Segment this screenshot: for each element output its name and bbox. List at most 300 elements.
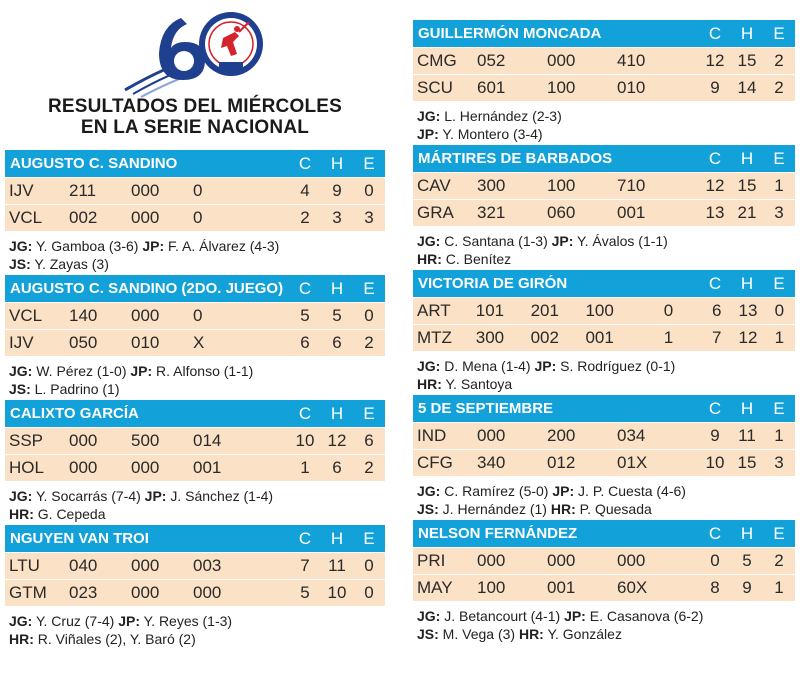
inning-group: 0 bbox=[193, 306, 203, 325]
score-row bbox=[413, 74, 795, 101]
game-title: GUILLERMÓN MONCADA bbox=[418, 25, 602, 42]
inning-group: 000 bbox=[477, 551, 506, 570]
note-key: JP: bbox=[564, 608, 586, 624]
runs-value: 13 bbox=[705, 203, 725, 222]
inning-group: 002 bbox=[530, 328, 559, 347]
note-key: JS: bbox=[417, 501, 439, 517]
hits-value: 11 bbox=[328, 556, 346, 575]
errors-value: 0 bbox=[364, 306, 374, 325]
inning-group: 001 bbox=[547, 578, 576, 597]
note-key: HR: bbox=[550, 501, 576, 517]
score-row bbox=[413, 547, 795, 574]
stat-headers bbox=[699, 24, 795, 44]
inning-group: 010 bbox=[617, 78, 646, 97]
stat-header: H bbox=[330, 153, 344, 173]
game-title: CALIXTO GARCÍA bbox=[10, 405, 139, 422]
runs-value: 9 bbox=[710, 78, 720, 97]
inning-group: 001 bbox=[193, 458, 222, 477]
inning-group: 000 bbox=[131, 208, 160, 227]
inning-group: 000 bbox=[131, 583, 160, 602]
stat-headers bbox=[289, 404, 385, 424]
note-key: JS: bbox=[9, 256, 31, 272]
game-notes bbox=[413, 101, 795, 145]
masthead bbox=[5, 0, 385, 150]
inning-group: 023 bbox=[69, 583, 98, 602]
note-line bbox=[9, 505, 385, 523]
inning-group: 60X bbox=[617, 578, 648, 597]
score-row bbox=[413, 47, 795, 74]
errors-value: 6 bbox=[364, 431, 374, 450]
runs-value: 0 bbox=[710, 551, 720, 570]
score-row bbox=[5, 579, 385, 606]
game-block bbox=[413, 395, 795, 520]
note-line bbox=[417, 125, 795, 143]
errors-value: 2 bbox=[364, 458, 374, 477]
team-abbr: PRI bbox=[417, 551, 446, 570]
team-abbr: IJV bbox=[9, 181, 34, 200]
stat-headers bbox=[699, 149, 795, 169]
runs-value: 6 bbox=[711, 301, 722, 320]
errors-value: 0 bbox=[774, 301, 785, 320]
note-line bbox=[9, 255, 385, 273]
stat-headers bbox=[699, 274, 795, 294]
runs-value: 10 bbox=[705, 453, 725, 472]
errors-value: 1 bbox=[774, 426, 784, 445]
note-value: R. Alfonso (1-1) bbox=[152, 363, 254, 379]
note-value: J. Hernández (1) bbox=[438, 501, 551, 517]
note-key: JP: bbox=[144, 488, 167, 504]
note-line bbox=[9, 612, 385, 630]
hits-value: 3 bbox=[332, 208, 342, 227]
team-abbr: MAY bbox=[417, 578, 453, 597]
note-value: J. P. Cuesta (4-6) bbox=[574, 483, 686, 499]
inning-group: 001 bbox=[617, 203, 646, 222]
inning-group: 500 bbox=[131, 431, 160, 450]
note-value: Y. Socarrás (7-4) bbox=[32, 488, 145, 504]
inning-group: 000 bbox=[69, 431, 98, 450]
note-value: S. Rodríguez (0-1) bbox=[556, 358, 676, 374]
hits-value: 15 bbox=[737, 453, 757, 472]
inning-group: 000 bbox=[131, 181, 160, 200]
hits-value: 9 bbox=[332, 181, 342, 200]
inning-group: 000 bbox=[131, 556, 160, 575]
team-abbr: CFG bbox=[417, 453, 453, 472]
inning-group: 000 bbox=[477, 426, 506, 445]
inning-group: 211 bbox=[69, 181, 97, 200]
stat-header: H bbox=[330, 278, 344, 298]
team-abbr: VCL bbox=[9, 306, 43, 325]
game-notes bbox=[5, 606, 385, 650]
hits-value: 6 bbox=[332, 458, 342, 477]
hits-value: 12 bbox=[738, 328, 758, 347]
runs-value: 7 bbox=[300, 556, 310, 575]
inning-group: X bbox=[193, 333, 205, 352]
game-header bbox=[413, 395, 795, 422]
note-line bbox=[417, 107, 795, 125]
inning-group: 340 bbox=[477, 453, 506, 472]
stat-header: H bbox=[330, 528, 344, 548]
game-notes bbox=[413, 601, 795, 645]
game-block bbox=[5, 150, 385, 275]
note-key: JG: bbox=[417, 483, 441, 499]
hits-value: 12 bbox=[327, 431, 347, 450]
errors-value: 3 bbox=[364, 208, 374, 227]
game-title: NGUYEN VAN TROI bbox=[10, 530, 149, 547]
game-block bbox=[5, 400, 385, 525]
team-abbr: IND bbox=[417, 426, 447, 445]
game-title: MÁRTIRES DE BARBADOS bbox=[418, 150, 613, 167]
note-line bbox=[9, 380, 385, 398]
stat-header: H bbox=[330, 403, 344, 423]
stat-header: C bbox=[298, 278, 312, 298]
game-notes bbox=[5, 481, 385, 525]
left-games-list bbox=[5, 150, 385, 650]
errors-value: 1 bbox=[774, 328, 785, 347]
note-value: M. Vega (3) bbox=[438, 626, 519, 642]
inning-group: 000 bbox=[69, 458, 98, 477]
errors-value: 0 bbox=[364, 583, 374, 602]
stat-header: H bbox=[740, 148, 754, 168]
note-value: G. Cepeda bbox=[33, 506, 106, 522]
game-header bbox=[413, 520, 795, 547]
note-key: JG: bbox=[417, 608, 441, 624]
stat-header: E bbox=[363, 403, 375, 423]
note-line bbox=[417, 500, 795, 518]
stat-header: E bbox=[363, 153, 375, 173]
runs-value: 2 bbox=[300, 208, 310, 227]
inning-group: 410 bbox=[617, 51, 646, 70]
game-header bbox=[5, 150, 385, 177]
hits-value: 14 bbox=[737, 78, 757, 97]
stat-header: C bbox=[298, 528, 312, 548]
runs-value: 10 bbox=[295, 431, 315, 450]
stat-headers bbox=[699, 524, 795, 544]
stat-header: E bbox=[773, 523, 785, 543]
note-key: JP: bbox=[130, 363, 153, 379]
note-value: J. Betancourt (4-1) bbox=[440, 608, 565, 624]
right-column bbox=[413, 0, 795, 645]
errors-value: 3 bbox=[774, 203, 784, 222]
team-abbr: LTU bbox=[9, 556, 40, 575]
note-line bbox=[9, 237, 385, 255]
note-line bbox=[417, 625, 795, 643]
note-key: JG: bbox=[9, 363, 33, 379]
team-abbr: HOL bbox=[9, 458, 44, 477]
game-notes bbox=[5, 231, 385, 275]
stat-header: C bbox=[298, 403, 312, 423]
note-value: Y. Cruz (7-4) bbox=[32, 613, 119, 629]
score-row bbox=[5, 204, 385, 231]
stat-header: E bbox=[773, 398, 785, 418]
stat-header: C bbox=[708, 398, 722, 418]
note-line bbox=[417, 607, 795, 625]
left-column bbox=[5, 0, 385, 650]
team-abbr: SCU bbox=[417, 78, 453, 97]
errors-value: 1 bbox=[774, 176, 784, 195]
note-value: C. Benítez bbox=[441, 251, 512, 267]
runs-value: 7 bbox=[711, 328, 722, 347]
stat-header: E bbox=[773, 273, 785, 293]
stat-header: C bbox=[708, 523, 722, 543]
stat-header: E bbox=[773, 148, 785, 168]
score-row bbox=[413, 172, 795, 199]
team-abbr: IJV bbox=[9, 333, 34, 352]
inning-group: 100 bbox=[547, 176, 576, 195]
game-title: NELSON FERNÁNDEZ bbox=[418, 525, 578, 542]
hits-value: 13 bbox=[738, 301, 758, 320]
inning-group: 050 bbox=[69, 333, 98, 352]
score-row bbox=[413, 199, 795, 226]
runs-value: 8 bbox=[710, 578, 720, 597]
runs-value: 12 bbox=[705, 176, 725, 195]
stat-header: E bbox=[773, 23, 785, 43]
note-value: W. Pérez (1-0) bbox=[32, 363, 131, 379]
note-key: HR: bbox=[417, 376, 442, 392]
note-key: JP: bbox=[417, 126, 439, 142]
inning-group: 300 bbox=[475, 328, 505, 347]
runs-value: 6 bbox=[300, 333, 310, 352]
runs-value: 1 bbox=[300, 458, 310, 477]
game-header bbox=[413, 270, 795, 297]
runs-value: 12 bbox=[705, 51, 725, 70]
inning-group: 100 bbox=[547, 78, 576, 97]
score-row bbox=[413, 324, 795, 351]
team-abbr: ART bbox=[417, 301, 451, 320]
stat-header: C bbox=[708, 23, 722, 43]
score-row bbox=[5, 329, 385, 356]
game-notes bbox=[5, 356, 385, 400]
note-key: JG: bbox=[9, 238, 33, 254]
errors-value: 3 bbox=[774, 453, 784, 472]
hits-value: 15 bbox=[737, 51, 757, 70]
inning-group: 0 bbox=[193, 208, 203, 227]
hits-value: 9 bbox=[742, 578, 752, 597]
note-value: Y. Santoya bbox=[441, 376, 513, 392]
note-key: JG: bbox=[417, 358, 441, 374]
game-title: AUGUSTO C. SANDINO (2DO. JUEGO) bbox=[10, 280, 284, 297]
inning-group: 300 bbox=[477, 176, 506, 195]
note-line bbox=[9, 487, 385, 505]
inning-group: 010 bbox=[131, 333, 160, 352]
team-abbr: GTM bbox=[9, 583, 47, 602]
score-row bbox=[5, 552, 385, 579]
note-key: JG: bbox=[417, 233, 441, 249]
note-key: JP: bbox=[142, 238, 165, 254]
inning-group: 101 bbox=[475, 301, 505, 320]
stat-header: H bbox=[740, 398, 754, 418]
note-line bbox=[417, 375, 795, 393]
team-abbr: CMG bbox=[417, 51, 457, 70]
note-key: JP: bbox=[118, 613, 140, 629]
note-key: HR: bbox=[518, 626, 544, 642]
game-block bbox=[413, 145, 795, 270]
stat-header: C bbox=[708, 148, 722, 168]
inning-group: 000 bbox=[547, 51, 576, 70]
note-line bbox=[417, 250, 795, 268]
note-value: L. Hernández (2-3) bbox=[440, 108, 562, 124]
headline-line-2: EN LA SERIE NACIONAL bbox=[80, 117, 310, 138]
score-row bbox=[5, 454, 385, 481]
hits-value: 10 bbox=[327, 583, 347, 602]
errors-value: 2 bbox=[364, 333, 374, 352]
note-key: JG: bbox=[417, 108, 441, 124]
note-value: C. Santana (1-3) bbox=[440, 233, 552, 249]
inning-group: 710 bbox=[617, 176, 646, 195]
note-value: P. Quesada bbox=[575, 501, 652, 517]
note-line bbox=[417, 357, 795, 375]
score-row bbox=[413, 297, 795, 324]
note-value: R. Viñales (2), Y. Baró (2) bbox=[33, 631, 196, 647]
team-abbr: MTZ bbox=[417, 328, 452, 347]
note-key: JS: bbox=[417, 626, 439, 642]
score-row bbox=[413, 422, 795, 449]
stat-headers bbox=[699, 399, 795, 419]
inning-group: 060 bbox=[547, 203, 576, 222]
score-row bbox=[5, 427, 385, 454]
errors-value: 0 bbox=[364, 556, 374, 575]
stat-header: E bbox=[363, 278, 375, 298]
stat-header: C bbox=[708, 273, 722, 293]
inning-group: 040 bbox=[69, 556, 98, 575]
right-games-list bbox=[413, 20, 795, 645]
hits-value: 6 bbox=[332, 333, 342, 352]
hits-value: 5 bbox=[742, 551, 752, 570]
inning-group: 201 bbox=[530, 301, 559, 320]
inning-group: 200 bbox=[547, 426, 576, 445]
inning-group: 003 bbox=[193, 556, 222, 575]
note-key: JP: bbox=[534, 358, 557, 374]
game-title: VICTORIA DE GIRÓN bbox=[418, 275, 568, 292]
note-key: HR: bbox=[417, 251, 442, 267]
game-block bbox=[413, 520, 795, 645]
note-value: J. Sánchez (1-4) bbox=[166, 488, 274, 504]
note-line bbox=[417, 482, 795, 500]
inning-group: 1 bbox=[663, 328, 674, 347]
serie-nacional-60-logo bbox=[123, 8, 273, 98]
page-headline bbox=[5, 96, 385, 138]
note-value: Y. Zayas (3) bbox=[30, 256, 109, 272]
note-line bbox=[9, 630, 385, 648]
note-key: JG: bbox=[9, 613, 33, 629]
game-header bbox=[5, 275, 385, 302]
game-header bbox=[413, 145, 795, 172]
game-block bbox=[413, 20, 795, 145]
inning-group: 002 bbox=[69, 208, 98, 227]
inning-group: 601 bbox=[477, 78, 506, 97]
inning-group: 000 bbox=[617, 551, 646, 570]
stat-header: C bbox=[298, 153, 312, 173]
runs-value: 5 bbox=[300, 583, 310, 602]
score-row bbox=[5, 302, 385, 329]
note-value: Y. González bbox=[543, 626, 622, 642]
note-value: Y. Ávalos (1-1) bbox=[573, 233, 668, 249]
inning-group: 321 bbox=[477, 203, 506, 222]
score-row bbox=[413, 574, 795, 601]
errors-value: 2 bbox=[774, 51, 784, 70]
team-abbr: GRA bbox=[417, 203, 454, 222]
errors-value: 2 bbox=[774, 551, 784, 570]
note-value: L. Padrino (1) bbox=[30, 381, 120, 397]
errors-value: 1 bbox=[774, 578, 784, 597]
note-key: JS: bbox=[9, 381, 31, 397]
game-header bbox=[413, 20, 795, 47]
score-row bbox=[413, 449, 795, 476]
note-key: JP: bbox=[551, 233, 574, 249]
game-notes bbox=[413, 351, 795, 395]
headline-line-1: RESULTADOS DEL MIÉRCOLES bbox=[47, 96, 343, 117]
game-title: 5 DE SEPTIEMBRE bbox=[418, 400, 554, 417]
inning-group: 0 bbox=[663, 301, 674, 320]
inning-group: 100 bbox=[477, 578, 506, 597]
runs-value: 5 bbox=[300, 306, 310, 325]
game-block bbox=[413, 270, 795, 395]
errors-value: 2 bbox=[774, 78, 784, 97]
inning-group: 034 bbox=[617, 426, 646, 445]
runs-value: 9 bbox=[710, 426, 720, 445]
inning-group: 000 bbox=[547, 551, 576, 570]
inning-group: 000 bbox=[131, 306, 160, 325]
inning-group: 052 bbox=[477, 51, 506, 70]
game-header bbox=[5, 525, 385, 552]
runs-value: 4 bbox=[300, 181, 310, 200]
game-notes bbox=[413, 476, 795, 520]
note-value: Y. Gamboa (3-6) bbox=[32, 238, 143, 254]
game-title: AUGUSTO C. SANDINO bbox=[10, 155, 178, 172]
stat-headers bbox=[289, 529, 385, 549]
inning-group: 100 bbox=[585, 301, 614, 320]
note-key: HR: bbox=[9, 506, 34, 522]
game-header bbox=[5, 400, 385, 427]
note-value: D. Mena (1-4) bbox=[440, 358, 535, 374]
team-abbr: CAV bbox=[417, 176, 451, 195]
errors-value: 0 bbox=[364, 181, 374, 200]
inning-group: 012 bbox=[547, 453, 576, 472]
stat-headers bbox=[289, 154, 385, 174]
inning-group: 01X bbox=[617, 453, 648, 472]
stat-header: H bbox=[740, 523, 754, 543]
note-value: F. A. Álvarez (4-3) bbox=[164, 238, 280, 254]
game-notes bbox=[413, 226, 795, 270]
note-line bbox=[9, 362, 385, 380]
note-value: Y. Reyes (1-3) bbox=[140, 613, 233, 629]
stat-headers bbox=[289, 279, 385, 299]
note-line bbox=[417, 232, 795, 250]
inning-group: 001 bbox=[585, 328, 614, 347]
score-row bbox=[5, 177, 385, 204]
stat-header: H bbox=[740, 23, 754, 43]
inning-group: 000 bbox=[193, 583, 222, 602]
team-abbr: SSP bbox=[9, 431, 44, 450]
note-key: JP: bbox=[552, 483, 575, 499]
stat-header: E bbox=[363, 528, 375, 548]
game-block bbox=[5, 275, 385, 400]
note-key: HR: bbox=[9, 631, 34, 647]
game-block bbox=[5, 525, 385, 650]
note-value: C. Ramírez (5-0) bbox=[440, 483, 553, 499]
stat-header: H bbox=[740, 273, 754, 293]
inning-group: 140 bbox=[69, 306, 98, 325]
inning-group: 000 bbox=[131, 458, 160, 477]
hits-value: 21 bbox=[737, 203, 757, 222]
inning-group: 014 bbox=[193, 431, 222, 450]
hits-value: 15 bbox=[737, 176, 757, 195]
note-value: Y. Montero (3-4) bbox=[438, 126, 543, 142]
note-value: E. Casanova (6-2) bbox=[585, 608, 704, 624]
note-key: JG: bbox=[9, 488, 33, 504]
team-abbr: VCL bbox=[9, 208, 43, 227]
hits-value: 11 bbox=[738, 426, 756, 445]
inning-group: 0 bbox=[193, 181, 203, 200]
